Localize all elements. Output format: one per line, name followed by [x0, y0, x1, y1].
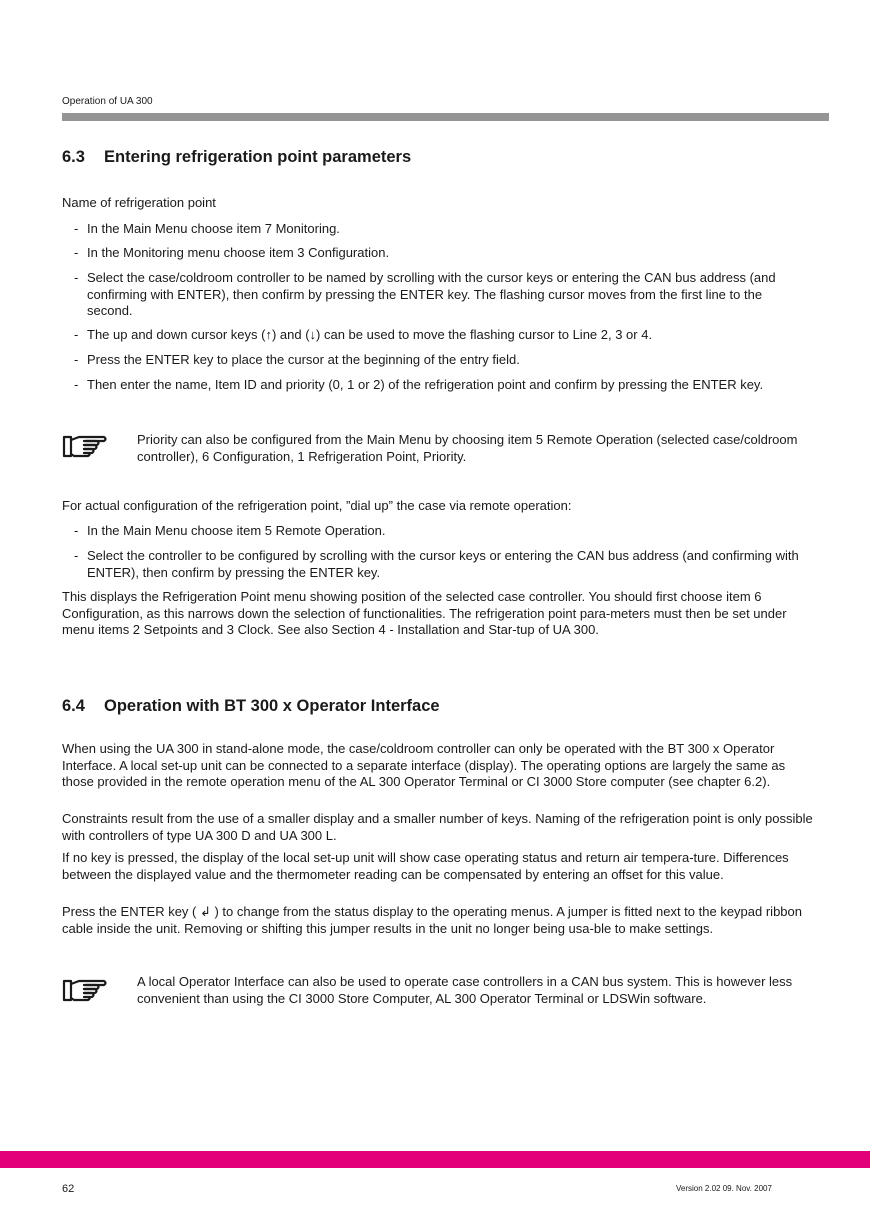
list-item: - Select the case/coldroom controller to be named by scrolling with the cursor keys or entering the CAN bus address (and confirming with ENTER), then confirm by pressing the ENTER key. The flashing cursor moves from the first line to the second. [74, 270, 776, 318]
section-6-3-closing: This displays the Refrigeration Point menu showing position of the selected case controller. You should first choose item 6 Configuration, as this narrows down the selection of functionalities. The refrigeration point para-meters must then be set under menu items 2 Setpoints and 3 Clock. See also Section 4 - Installation and Star-tup of UA 300. [62, 589, 787, 637]
section-6-3-config-intro: For actual configuration of the refrigeration point, ”dial up” the case via remote operation: [62, 498, 572, 513]
running-header: Operation of UA 300 [62, 96, 153, 107]
section-6-4-paragraph: If no key is pressed, the display of the local set-up unit will show case operating status and return air tempera-ture. Differences between the displayed value and the thermometer reading can be compensated by entering an offset for this value. [62, 850, 789, 882]
footer-accent-bar [0, 1151, 870, 1168]
pointing-hand-icon [62, 976, 108, 1004]
list-item: - In the Monitoring menu choose item 3 Configuration. [74, 245, 390, 260]
section-6-4-paragraph: Constraints result from the use of a smaller display and a smaller number of keys. Naming of the refrigeration point is only possible with controllers of type UA 300 D and UA 300 L. [62, 811, 813, 843]
list-item: - Press the ENTER key to place the cursor at the beginning of the entry field. [74, 352, 520, 367]
section-6-4-title: Operation with BT 300 x Operator Interface [104, 697, 440, 715]
list-item: - The up and down cursor keys (↑) and (↓) can be used to move the flashing cursor to Line 2, 3 or 4. [74, 327, 653, 342]
section-6-3-number: 6.3 [62, 148, 85, 166]
section-6-3-intro: Name of refrigeration point [62, 195, 216, 210]
section-6-4-paragraph: Press the ENTER key ( ↲ ) to change from the status display to the operating menus. A jumper is fitted next to the keypad ribbon cable inside the unit. Removing or shifting this jumper results in the unit no longer being usa-ble to make settings. [62, 904, 802, 936]
section-6-3-note: Priority can also be configured from the Main Menu by choosing item 5 Remote Operation (selected case/coldroom controller), 6 Configuration, 1 Refrigeration Point, Priority. [137, 432, 798, 464]
version-label: Version 2.02 09. Nov. 2007 [676, 1184, 772, 1193]
section-6-3-title: Entering refrigeration point parameters [104, 148, 412, 166]
list-item: - In the Main Menu choose item 5 Remote Operation. [74, 523, 386, 538]
list-item: - Select the controller to be configured by scrolling with the cursor keys or entering the CAN bus address (and confirming with ENTER), then confirm by pressing the ENTER key. [74, 548, 799, 580]
section-6-4-number: 6.4 [62, 697, 85, 715]
section-6-4-note: A local Operator Interface can also be used to operate case controllers in a CAN bus system. This is however less convenient than using the CI 3000 Store Computer, AL 300 Operator Terminal or LDSWin software. [137, 974, 793, 1006]
page-number: 62 [62, 1183, 75, 1195]
pointing-hand-icon [62, 432, 108, 460]
list-item: - Then enter the name, Item ID and priority (0, 1 or 2) of the refrigeration point and confirm by pressing the ENTER key. [74, 377, 764, 392]
section-6-4-heading [62, 697, 440, 716]
list-item: - In the Main Menu choose item 7 Monitoring. [74, 221, 340, 236]
section-6-3-heading [62, 148, 411, 167]
section-6-4-paragraph: When using the UA 300 in stand-alone mode, the case/coldroom controller can only be operated with the BT 300 x Operator Interface. A local set-up unit can be connected to a separate interface (display). The operating options are largely the same as those provided in the remote operation menu of the AL 300 Operator Terminal or CI 3000 Store computer (see chapter 6.2). [62, 741, 786, 789]
header-rule [62, 113, 829, 121]
